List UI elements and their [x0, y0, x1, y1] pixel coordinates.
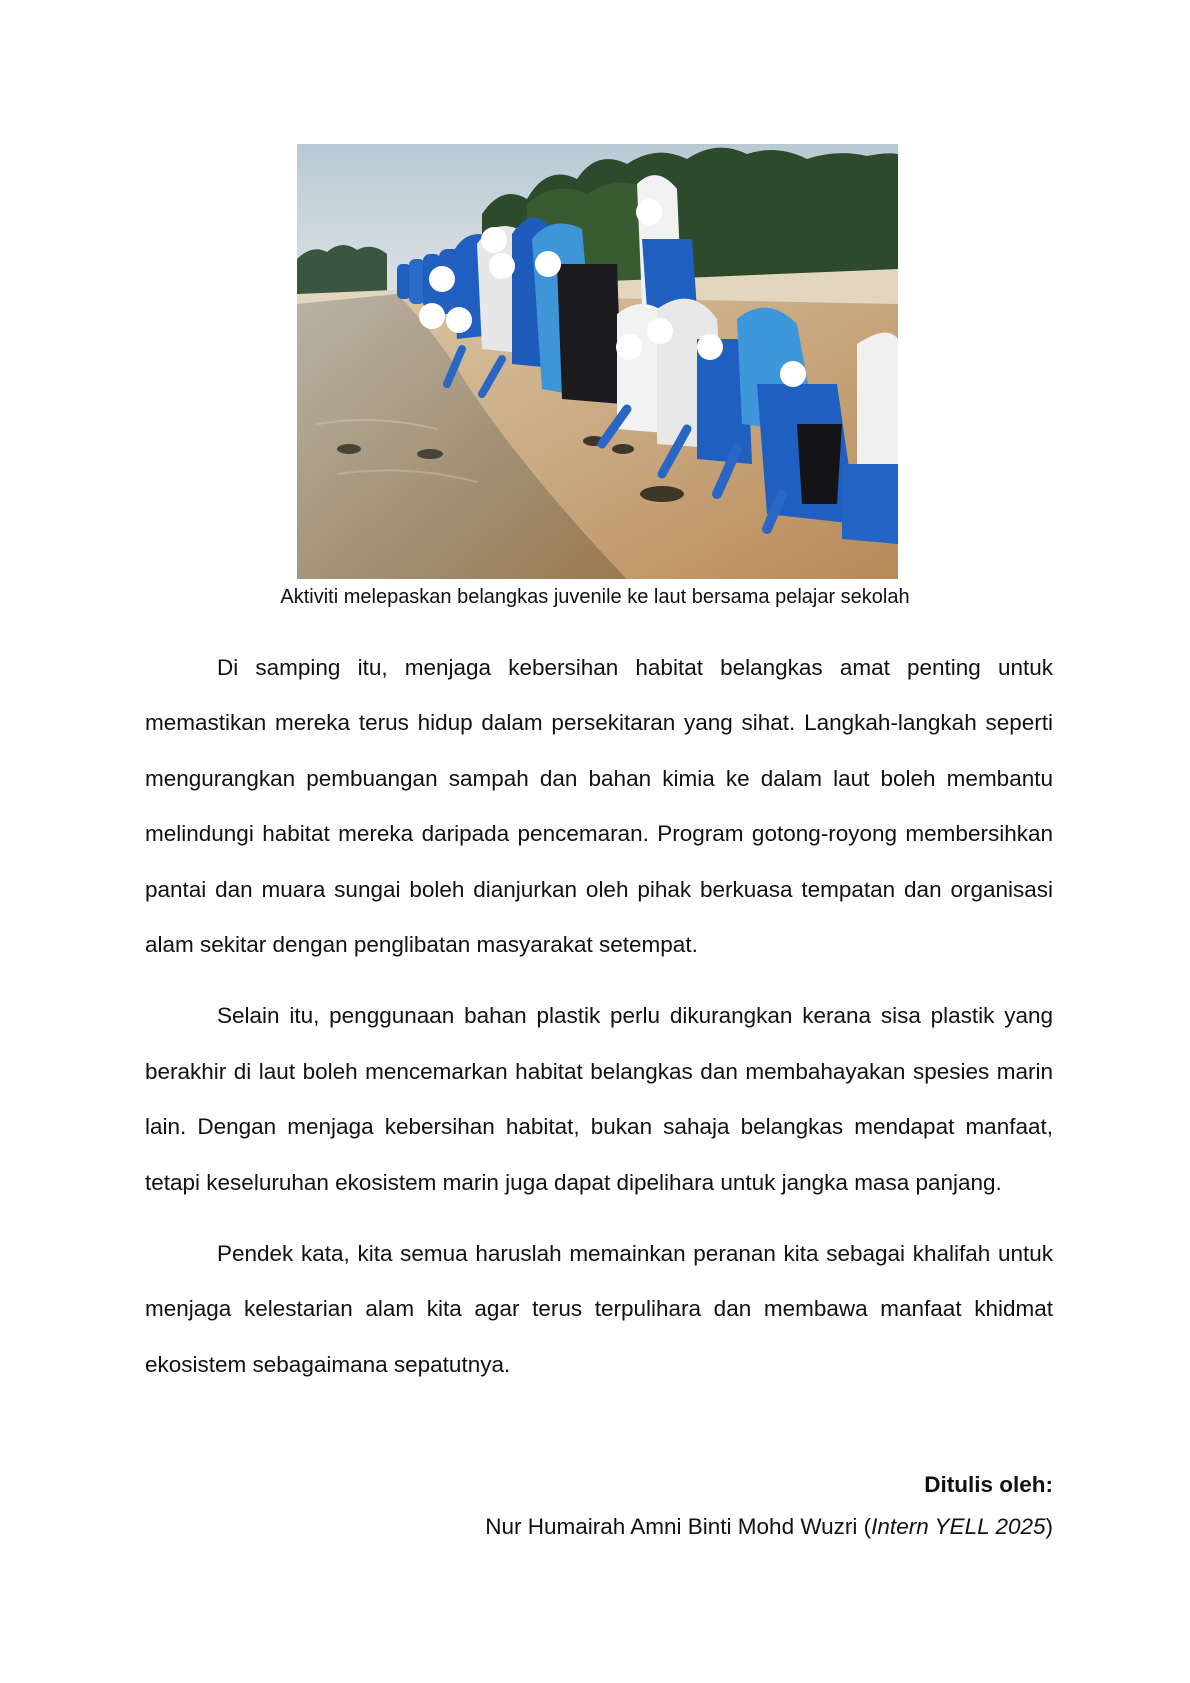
byline-label: Ditulis oleh: — [924, 1472, 1053, 1497]
article-photo — [297, 144, 898, 579]
beach-release-photo — [297, 144, 898, 579]
article-body — [145, 640, 1053, 1408]
byline-author — [485, 1514, 1053, 1540]
author-name: Nur Humairah Amni Binti Mohd Wuzri ( — [485, 1514, 872, 1539]
photo-caption: Aktiviti melepaskan belangkas juvenile ke laut bersama pelajar sekolah — [280, 586, 910, 608]
paragraph-2: Selain itu, penggunaan bahan plastik perlu dikurangkan kerana sisa plastik yang berakhir di laut boleh mencemarkan habitat belangkas dan membahayakan spesies marin lain. Dengan menjaga kebersihan habitat, bukan sahaja belangkas mendapat manfaat, tetapi keseluruhan ekosistem marin juga dapat dipelihara untuk jangka masa panjang. — [145, 1003, 1053, 1195]
paragraph-1: Di samping itu, menjaga kebersihan habitat belangkas amat penting untuk memastikan mereka terus hidup dalam persekitaran yang sihat. Langkah-langkah seperti mengurangkan pembuangan sampah dan bahan kimia ke dalam laut boleh membantu melindungi habitat mereka daripada pencemaran. Program gotong-royong membersihkan pantai dan muara sungai boleh dianjurkan oleh pihak berkuasa tempatan dan organisasi alam sekitar dengan penglibatan masyarakat setempat. — [145, 655, 1053, 958]
author-suffix: ) — [1045, 1514, 1053, 1539]
paragraph-3: Pendek kata, kita semua haruslah memainkan peranan kita sebagai khalifah untuk menjaga kelestarian alam kita agar terus terpulihara dan membawa manfaat khidmat ekosistem sebagaimana sepatutnya. — [145, 1241, 1053, 1377]
author-role: Intern YELL 2025 — [871, 1514, 1046, 1539]
